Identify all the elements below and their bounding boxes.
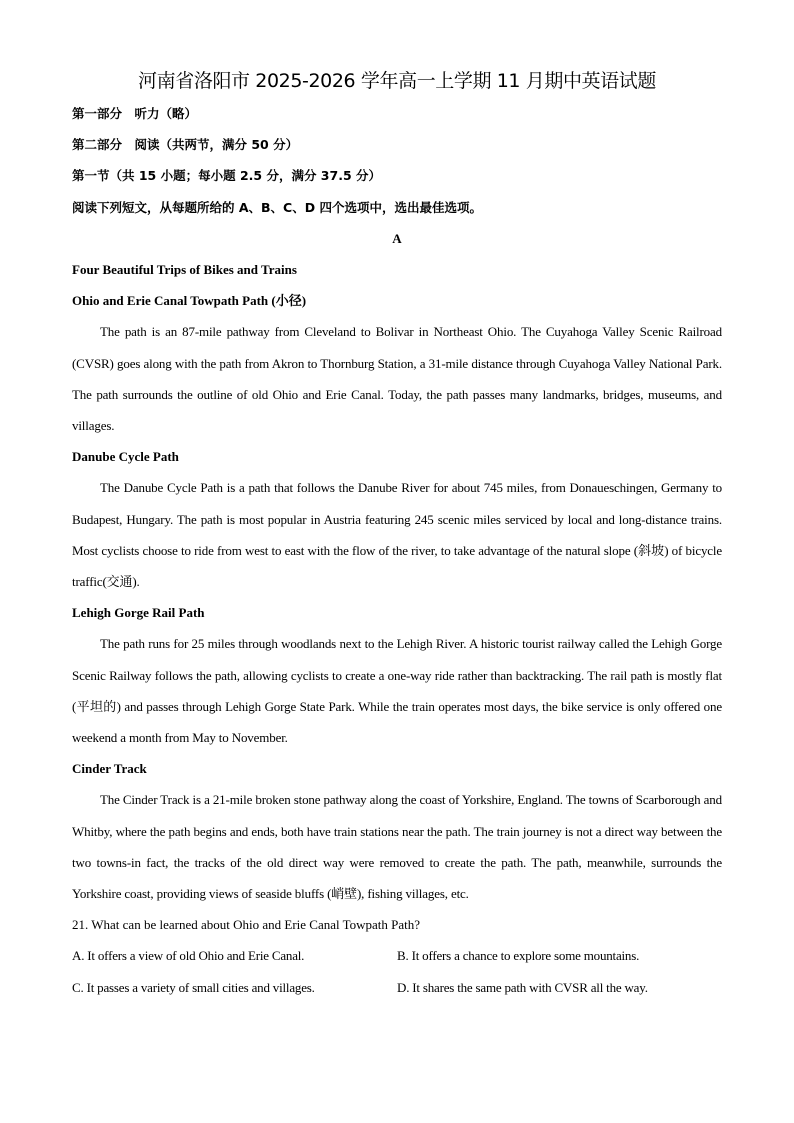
passage-title: Four Beautiful Trips of Bikes and Trains <box>72 262 297 278</box>
options-row-2 <box>72 972 722 1003</box>
item-heading-danube: Danube Cycle Path <box>72 449 179 465</box>
item-text-danube: The Danube Cycle Path is a path that follows the Danube River for about 745 miles, from Donaueschingen, Germany to Budapest, Hungary. The path is most popular in Austria featuring 245 scenic miles serviced by local and long-distance trains. Most cyclists choose to ride from west to east with the flow of the river, to take advantage of the natural slope (斜坡) of bicycle traffic(交通). <box>72 480 722 590</box>
page-title: 河南省洛阳市 2025-2026 学年高一上学期 11 月期中英语试题 <box>138 70 656 92</box>
question-stem: 21. What can be learned about Ohio and Erie Canal Towpath Path? <box>72 917 421 933</box>
item-text-lehigh: The path runs for 25 miles through woodlands next to the Lehigh River. A historic tourist railway called the Lehigh Gorge Scenic Railway follows the path, allowing cyclists to create a one-way ride rather than backtracking. The rail path is mostly flat (平坦的) and passes through Lehigh Gorge State Park. While the train operates most days, the bike service is only offered one weekend a month from May to November. <box>72 636 722 746</box>
exam-page <box>72 66 722 1003</box>
option-b: B. It offers a chance to explore some mountains. <box>397 948 640 964</box>
item-heading-ohio: Ohio and Erie Canal Towpath Path (小径) <box>72 293 307 309</box>
passage-label: A <box>392 230 402 246</box>
option-a: A. It offers a view of old Ohio and Erie Canal. <box>72 948 305 964</box>
part2-heading: 第二部分 阅读（共两节，满分 50 分） <box>72 137 299 153</box>
item-heading-lehigh: Lehigh Gorge Rail Path <box>72 605 205 621</box>
item-text-ohio: The path is an 87-mile pathway from Cleveland to Bolivar in Northeast Ohio. The Cuyahoga Valley Scenic Railroad (CVSR) goes along with the path from Akron to Thornburg Station, a 31-mile distance through Cuyahoga Valley National Park. The path surrounds the outline of old Ohio and Erie Canal. Today, the path passes many landmarks, bridges, museums, and villages. <box>72 324 722 434</box>
options-row-1 <box>72 940 722 971</box>
item-heading-cinder: Cinder Track <box>72 761 147 777</box>
option-c: C. It passes a variety of small cities and villages. <box>72 979 315 995</box>
part1-heading: 第一部分 听力（略） <box>72 106 198 121</box>
section1-heading: 第一节（共 15 小题；每小题 2.5 分，满分 37.5 分） <box>72 168 381 184</box>
option-d: D. It shares the same path with CVSR all the way. <box>397 979 648 995</box>
item-text-cinder: The Cinder Track is a 21-mile broken stone pathway along the coast of Yorkshire, England. The towns of Scarborough and Whitby, where the path begins and ends, both have train stations near the path. The train journey is not a direct way between the two towns-in fact, the tracks of the old direct way were removed to create the path. The path, meanwhile, surrounds the Yorkshire coast, providing views of seaside bluffs (峭壁), fishing villages, etc. <box>72 792 722 902</box>
instruction-text: 阅读下列短文，从每题所给的 A、B、C、D 四个选项中，选出最佳选项。 <box>72 199 482 215</box>
